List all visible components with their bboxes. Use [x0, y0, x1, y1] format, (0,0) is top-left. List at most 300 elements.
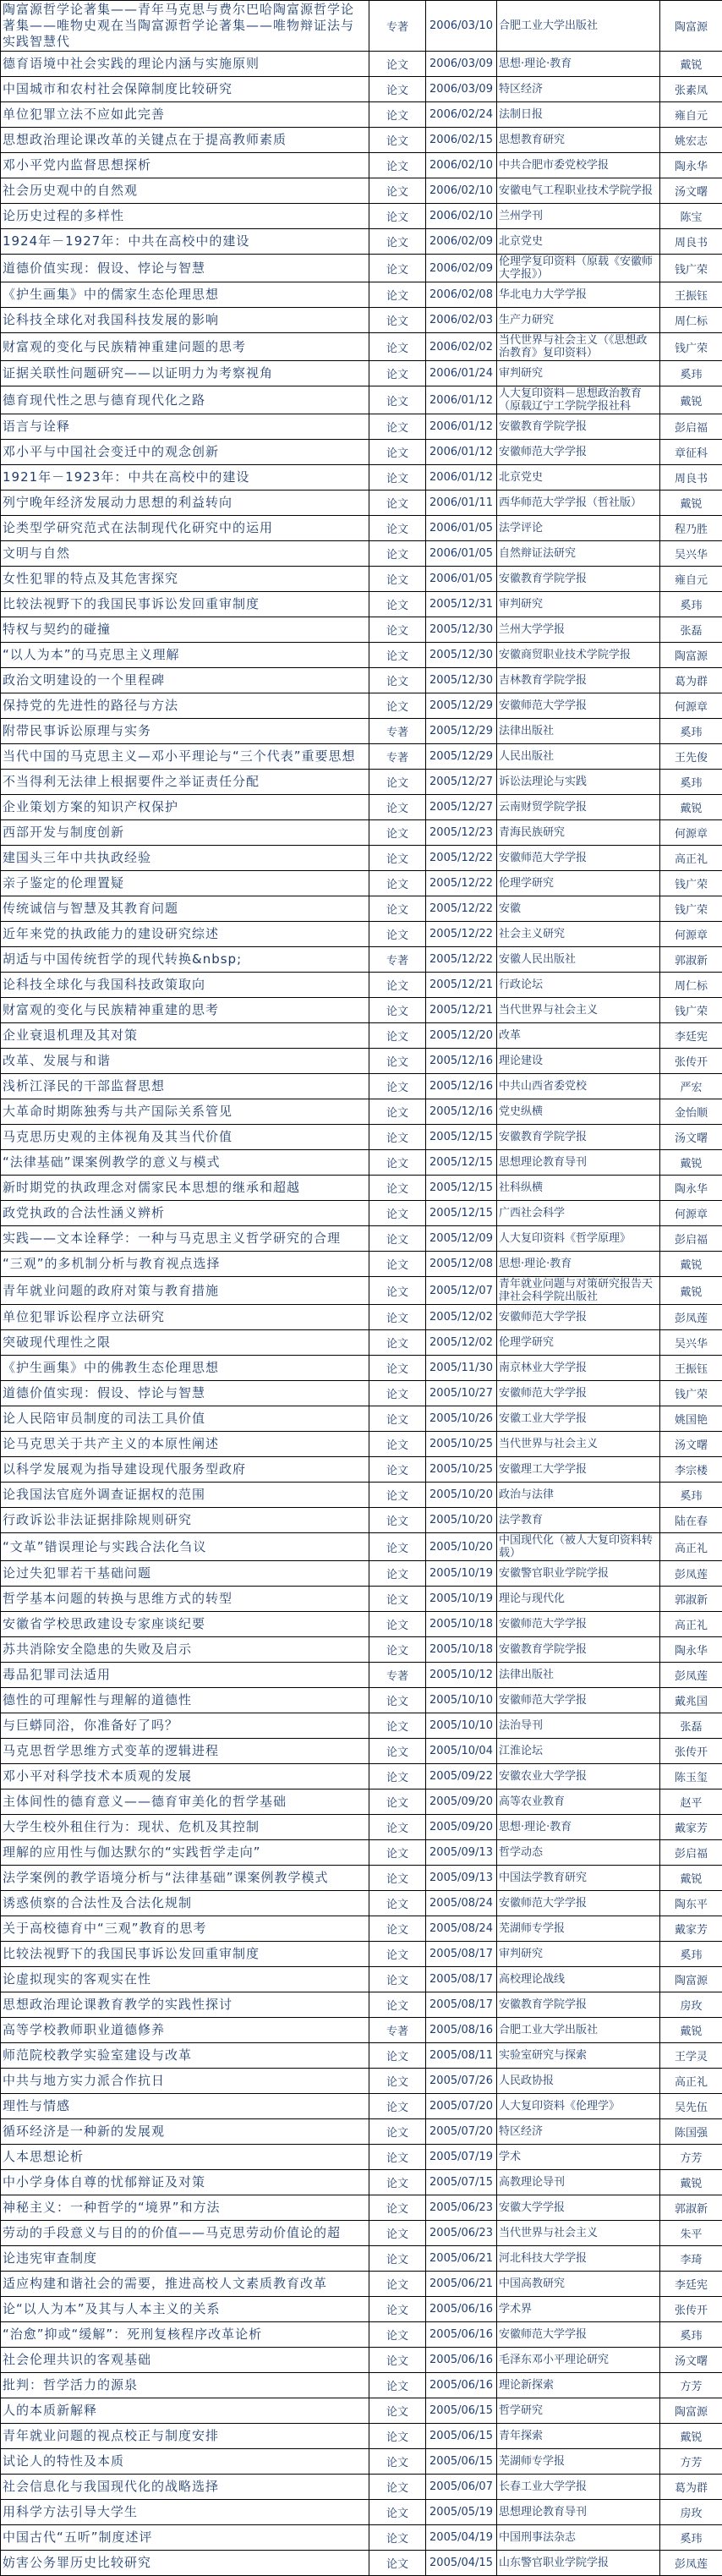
publication-date-cell: 2005/10/04 — [426, 1739, 497, 1764]
publisher-cell: 审判研究 — [497, 361, 660, 386]
author-cell: 程乃胜 — [660, 516, 722, 541]
author-cell: 葛为群 — [660, 668, 722, 693]
publication-type-cell: 论文 — [369, 1277, 426, 1305]
publication-type-cell: 论文 — [369, 1866, 426, 1891]
table-row — [1, 1815, 722, 1840]
publication-type-cell: 专著 — [369, 719, 426, 744]
publication-title-cell: 近年来党的执政能力的建设研究综述 — [1, 922, 369, 947]
publisher-cell: 思想理论教育导刊 — [497, 1150, 660, 1176]
table-row — [1, 204, 722, 229]
publication-title-cell: 德性的可理解性与理解的道德性 — [1, 1688, 369, 1713]
publisher-cell: 安徽商贸职业技术学院学报 — [497, 643, 660, 668]
publication-date-cell: 2005/06/15 — [426, 2424, 497, 2449]
author-cell: 何源章 — [660, 693, 722, 719]
publisher-cell: 安徽师范大学学报 — [497, 1612, 660, 1637]
publication-type-cell: 论文 — [369, 1891, 426, 1916]
author-cell: 钱广荣 — [660, 255, 722, 282]
publisher-cell: 北京党史 — [497, 229, 660, 255]
table-row — [1, 1508, 722, 1533]
publication-type-cell: 论文 — [369, 414, 426, 440]
table-row — [1, 1663, 722, 1688]
publication-type-cell: 论文 — [369, 1789, 426, 1815]
publication-title-cell: 大革命时期陈独秀与共产国际关系管见 — [1, 1099, 369, 1125]
table-row — [1, 2195, 722, 2221]
table-row — [1, 1561, 722, 1587]
publication-type-cell: 论文 — [369, 1508, 426, 1533]
publication-title-cell: 论人民陪审员制度的司法工具价值 — [1, 1406, 369, 1432]
publication-type-cell: 论文 — [369, 693, 426, 719]
publisher-cell: 安徽师范大学学报 — [497, 440, 660, 465]
publication-type-cell: 论文 — [369, 2475, 426, 2500]
publisher-cell: 人大复印资料《伦理学》 — [497, 2094, 660, 2119]
table-row — [1, 1739, 722, 1764]
author-cell: 钱广荣 — [660, 871, 722, 896]
publisher-cell: 长春工业大学学报 — [497, 2475, 660, 2500]
publication-title-cell: 中国古代“五听”制度述评 — [1, 2525, 369, 2551]
author-cell: 陶永华 — [660, 153, 722, 178]
author-cell: 张磊 — [660, 1713, 722, 1739]
publication-type-cell: 论文 — [369, 1764, 426, 1789]
publisher-cell: 安徽理工大学学报 — [497, 1457, 660, 1483]
publication-date-cell: 2006/01/05 — [426, 567, 497, 592]
publication-title-cell: 邓小平党内监督思想探析 — [1, 153, 369, 178]
publisher-cell: 思想教育研究 — [497, 128, 660, 153]
author-cell: 王振钰 — [660, 282, 722, 308]
publication-date-cell: 2006/02/10 — [426, 204, 497, 229]
publication-type-cell: 论文 — [369, 1815, 426, 1840]
author-cell: 周良书 — [660, 465, 722, 491]
author-cell: 李廷宪 — [660, 2272, 722, 2297]
table-row — [1, 1587, 722, 1612]
publication-type-cell: 论文 — [369, 333, 426, 361]
publication-type-cell: 论文 — [369, 2170, 426, 2195]
publication-date-cell: 2005/12/09 — [426, 1226, 497, 1252]
table-row — [1, 361, 722, 386]
publication-date-cell: 2005/07/15 — [426, 2170, 497, 2195]
author-cell: 郭淑新 — [660, 947, 722, 973]
publication-date-cell: 2006/01/12 — [426, 440, 497, 465]
publisher-cell: 法学评论 — [497, 516, 660, 541]
publication-title-cell: 思想政治理论课教育教学的实践性探讨 — [1, 1992, 369, 2018]
publication-title-cell: 保持党的先进性的路径与方法 — [1, 693, 369, 719]
publisher-cell: 学术界 — [497, 2297, 660, 2322]
publication-type-cell: 论文 — [369, 1150, 426, 1176]
publication-title-cell: 高等学校教师职业道德修养 — [1, 2018, 369, 2043]
author-cell: 周仁标 — [660, 308, 722, 333]
publisher-cell: 华北电力大学学报 — [497, 282, 660, 308]
publication-title-cell: 循环经济是一种新的发展观 — [1, 2119, 369, 2145]
publication-date-cell: 2006/02/09 — [426, 255, 497, 282]
table-row — [1, 1457, 722, 1483]
table-row — [1, 2119, 722, 2145]
table-row — [1, 414, 722, 440]
publication-title-cell: “三观”的多机制分析与教育视点选择 — [1, 1252, 369, 1277]
publisher-cell: 法制日报 — [497, 102, 660, 128]
publication-date-cell: 2005/12/15 — [426, 1125, 497, 1150]
publication-title-cell: 青年就业问题的政府对策与教育措施 — [1, 1277, 369, 1305]
publication-title-cell: 论虚拟现实的客观实在性 — [1, 1967, 369, 1992]
author-cell: 钱广荣 — [660, 998, 722, 1023]
publication-date-cell: 2005/06/23 — [426, 2195, 497, 2221]
table-row — [1, 998, 722, 1023]
publication-title-cell: 1924年－1927年：中共在高校中的建设 — [1, 229, 369, 255]
table-row — [1, 2525, 722, 2551]
publication-title-cell: 神秘主义：一种哲学的“境界”和方法 — [1, 2195, 369, 2221]
author-cell: 汤文曙 — [660, 1125, 722, 1150]
publisher-cell: 伦理学复印资料（原载《安徽师大学报》） — [497, 255, 660, 282]
publication-title-cell: “以人为本”的马克思主义理解 — [1, 643, 369, 668]
publisher-cell: 生产力研究 — [497, 308, 660, 333]
table-row — [1, 1688, 722, 1713]
table-row — [1, 896, 722, 922]
author-cell: 奚玮 — [660, 2525, 722, 2551]
author-cell: 彭凤莲 — [660, 1561, 722, 1587]
publication-title-cell: “文革”错误理论与实践合法化刍议 — [1, 1533, 369, 1561]
author-cell: 汤文曙 — [660, 1432, 722, 1457]
author-cell: 戴锐 — [660, 491, 722, 516]
publisher-cell: 安徽人民出版社 — [497, 947, 660, 973]
publication-title-cell: 改革、发展与和谐 — [1, 1049, 369, 1074]
publication-title-cell: 比较法视野下的我国民事诉讼发回重审制度 — [1, 1942, 369, 1967]
publisher-cell: 实验室研究与探索 — [497, 2043, 660, 2069]
publication-title-cell: 劳动的手段意义与目的的价值——马克思劳动价值论的超 — [1, 2221, 369, 2246]
publication-date-cell: 2005/12/07 — [426, 1277, 497, 1305]
publisher-cell: 云南财贸学院学报 — [497, 795, 660, 820]
publication-type-cell: 论文 — [369, 1457, 426, 1483]
publication-type-cell: 论文 — [369, 1406, 426, 1432]
table-row — [1, 1713, 722, 1739]
author-cell: 雍自元 — [660, 567, 722, 592]
publication-title-cell: 财富观的变化与民族精神重建问题的思考 — [1, 333, 369, 361]
publisher-cell: 人民出版社 — [497, 744, 660, 770]
publication-type-cell: 论文 — [369, 2119, 426, 2145]
publication-date-cell: 2006/01/12 — [426, 386, 497, 414]
publication-type-cell: 论文 — [369, 102, 426, 128]
publication-title-cell: 理解的应用性与伽达默尔的“实践哲学走向” — [1, 1840, 369, 1866]
table-row — [1, 1612, 722, 1637]
table-row — [1, 2170, 722, 2195]
author-cell: 赵平 — [660, 1789, 722, 1815]
publication-title-cell: 以科学发展观为指导建设现代服务型政府 — [1, 1457, 369, 1483]
publication-title-cell: 论科技全球化对我国科技发展的影响 — [1, 308, 369, 333]
publication-date-cell: 2005/04/15 — [426, 2551, 497, 2576]
publication-date-cell: 2005/12/31 — [426, 592, 497, 617]
author-cell: 雍自元 — [660, 102, 722, 128]
publication-type-cell: 论文 — [369, 2398, 426, 2424]
publisher-cell: 高校理论战线 — [497, 1967, 660, 1992]
publication-date-cell: 2005/12/15 — [426, 1201, 497, 1226]
publication-title-cell: 企业衰退机理及其对策 — [1, 1023, 369, 1049]
table-row — [1, 2069, 722, 2094]
table-row — [1, 2094, 722, 2119]
publication-date-cell: 2005/12/16 — [426, 1074, 497, 1099]
publication-date-cell: 2005/10/20 — [426, 1483, 497, 1508]
publisher-cell: 广西社会科学 — [497, 1201, 660, 1226]
table-row — [1, 1406, 722, 1432]
publication-date-cell: 2005/09/20 — [426, 1815, 497, 1840]
publication-date-cell: 2005/10/18 — [426, 1612, 497, 1637]
publication-date-cell: 2006/02/09 — [426, 229, 497, 255]
publication-date-cell: 2005/12/15 — [426, 1150, 497, 1176]
author-cell: 陶永华 — [660, 1176, 722, 1201]
publication-type-cell: 论文 — [369, 52, 426, 77]
table-row — [1, 2449, 722, 2475]
publication-type-cell: 论文 — [369, 1688, 426, 1713]
publication-title-cell: 马克思历史观的主体视角及其当代价值 — [1, 1125, 369, 1150]
publication-title-cell: “法律基础”课案例教学的意义与模式 — [1, 1150, 369, 1176]
publication-date-cell: 2005/06/16 — [426, 2322, 497, 2348]
publisher-cell: 伦理学研究 — [497, 1330, 660, 1356]
publication-title-cell: 人的本质新解释 — [1, 2398, 369, 2424]
publication-title-cell: 论科技全球化与我国科技政策取向 — [1, 973, 369, 998]
publication-type-cell: 论文 — [369, 1587, 426, 1612]
publication-type-cell: 论文 — [369, 1356, 426, 1381]
publisher-cell: 高等农业教育 — [497, 1789, 660, 1815]
publisher-cell: 江淮论坛 — [497, 1739, 660, 1764]
publication-type-cell: 论文 — [369, 617, 426, 643]
author-cell: 金怡顺 — [660, 1099, 722, 1125]
author-cell: 奚玮 — [660, 592, 722, 617]
table-row — [1, 795, 722, 820]
publication-date-cell: 2005/12/16 — [426, 1049, 497, 1074]
publisher-cell: 审判研究 — [497, 592, 660, 617]
publication-type-cell: 论文 — [369, 178, 426, 204]
author-cell: 汤文曙 — [660, 2348, 722, 2373]
publication-date-cell: 2005/12/15 — [426, 1176, 497, 1201]
author-cell: 方芳 — [660, 2449, 722, 2475]
publication-date-cell: 2005/04/19 — [426, 2525, 497, 2551]
table-row — [1, 1, 722, 52]
publication-date-cell: 2005/09/20 — [426, 1789, 497, 1815]
author-cell: 奚玮 — [660, 361, 722, 386]
publisher-cell: 安徽工业大学学报 — [497, 1406, 660, 1432]
publication-type-cell: 论文 — [369, 1381, 426, 1406]
table-row — [1, 947, 722, 973]
publication-type-cell: 论文 — [369, 1967, 426, 1992]
publication-date-cell: 2006/02/02 — [426, 333, 497, 361]
publication-type-cell: 论文 — [369, 1432, 426, 1457]
author-cell: 房玫 — [660, 1992, 722, 2018]
publisher-cell: 安徽师范大学学报 — [497, 1688, 660, 1713]
publication-date-cell: 2005/07/20 — [426, 2094, 497, 2119]
author-cell: 戴锐 — [660, 386, 722, 414]
publication-type-cell: 论文 — [369, 1023, 426, 1049]
publication-title-cell: 单位犯罪立法不应如此完善 — [1, 102, 369, 128]
publisher-cell: 理论与现代化 — [497, 1587, 660, 1612]
publisher-cell: 中共合肥市委党校学报 — [497, 153, 660, 178]
author-cell: 戴锐 — [660, 1252, 722, 1277]
publication-title-cell: 妨害公务罪历史比较研究 — [1, 2551, 369, 2576]
publication-type-cell: 论文 — [369, 2069, 426, 2094]
author-cell: 戴锐 — [660, 1150, 722, 1176]
publication-date-cell: 2005/10/20 — [426, 1508, 497, 1533]
author-cell: 高正礼 — [660, 2069, 722, 2094]
publication-type-cell: 论文 — [369, 1305, 426, 1330]
publisher-cell: 安徽师范大学学报 — [497, 1381, 660, 1406]
table-row — [1, 541, 722, 567]
publication-date-cell: 2005/12/20 — [426, 1023, 497, 1049]
table-row — [1, 491, 722, 516]
publication-title-cell: 当代中国的马克思主义—邓小平理论与“三个代表”重要思想 — [1, 744, 369, 770]
publication-title-cell: 与巨蟒同浴，你准备好了吗？ — [1, 1713, 369, 1739]
publication-date-cell: 2006/03/09 — [426, 77, 497, 102]
publisher-cell: 安徽 — [497, 896, 660, 922]
publication-title-cell: 财富观的变化与民族精神重建的思考 — [1, 998, 369, 1023]
author-cell: 何源章 — [660, 820, 722, 846]
publisher-cell: 吉林教育学院学报 — [497, 668, 660, 693]
publication-type-cell: 专著 — [369, 1663, 426, 1688]
publisher-cell: 当代世界与社会主义 — [497, 998, 660, 1023]
author-cell: 奚玮 — [660, 2322, 722, 2348]
publication-type-cell: 论文 — [369, 567, 426, 592]
author-cell: 奚玮 — [660, 719, 722, 744]
author-cell: 周良书 — [660, 229, 722, 255]
publication-type-cell: 论文 — [369, 1533, 426, 1561]
publication-date-cell: 2006/02/08 — [426, 282, 497, 308]
publication-title-cell: 单位犯罪诉讼程序立法研究 — [1, 1305, 369, 1330]
publisher-cell: 安徽教育学院学报 — [497, 1992, 660, 2018]
publisher-cell: 改革 — [497, 1023, 660, 1049]
publisher-cell: 伦理学研究 — [497, 871, 660, 896]
author-cell: 陆在春 — [660, 1508, 722, 1533]
author-cell: 姚国艳 — [660, 1406, 722, 1432]
publisher-cell: 理论新探索 — [497, 2373, 660, 2398]
publisher-cell: 安徽教育学院学报 — [497, 1637, 660, 1663]
publication-type-cell: 论文 — [369, 2145, 426, 2170]
author-cell: 姚宏志 — [660, 128, 722, 153]
table-row — [1, 1330, 722, 1356]
publisher-cell: 特区经济 — [497, 2119, 660, 2145]
publication-type-cell: 论文 — [369, 795, 426, 820]
publisher-cell: 中国现代化（被人大复印资料转载） — [497, 1533, 660, 1561]
publisher-cell: 合肥工业大学出版社 — [497, 2018, 660, 2043]
table-row — [1, 2500, 722, 2525]
author-cell: 葛为群 — [660, 2475, 722, 2500]
publication-title-cell: 陶富源哲学论著集——青年马克思与费尔巴哈陶富源哲学论著集——唯物史观在当陶富源哲学论著集——唯物辩证法与实践智慧代 — [1, 1, 369, 52]
publication-date-cell: 2005/12/30 — [426, 668, 497, 693]
publication-title-cell: 师范院校教学实验室建设与改革 — [1, 2043, 369, 2069]
publication-type-cell: 论文 — [369, 2195, 426, 2221]
publication-type-cell: 论文 — [369, 386, 426, 414]
publication-title-cell: 用科学方法引导大学生 — [1, 2500, 369, 2525]
publication-title-cell: 安徽省学校思政建设专家座谈纪要 — [1, 1612, 369, 1637]
table-row — [1, 2297, 722, 2322]
table-row — [1, 922, 722, 947]
publication-title-cell: “治愈”抑或“缓解”：死刑复核程序改革论析 — [1, 2322, 369, 2348]
publisher-cell: 青年就业问题与对策研究报告天津社会科学院出版社 — [497, 1277, 660, 1305]
publisher-cell: 思想·理论·教育 — [497, 1815, 660, 1840]
publication-title-cell: 列宁晚年经济发展动力思想的利益转向 — [1, 491, 369, 516]
publication-date-cell: 2005/10/20 — [426, 1533, 497, 1561]
publication-type-cell: 论文 — [369, 770, 426, 795]
publication-title-cell: 传统诚信与智慧及其教育问题 — [1, 896, 369, 922]
publisher-cell: 中国刑事法杂志 — [497, 2525, 660, 2551]
publication-type-cell: 论文 — [369, 1942, 426, 1967]
publication-title-cell: 马克思哲学思维方式变革的逻辑进程 — [1, 1739, 369, 1764]
table-row — [1, 153, 722, 178]
author-cell: 张素凤 — [660, 77, 722, 102]
author-cell: 戴锐 — [660, 52, 722, 77]
publisher-cell: 山东警官职业学院学报 — [497, 2551, 660, 2576]
publisher-cell: 法律出版社 — [497, 1663, 660, 1688]
publication-type-cell: 论文 — [369, 2043, 426, 2069]
table-row — [1, 1866, 722, 1891]
table-row — [1, 1891, 722, 1916]
table-row — [1, 2145, 722, 2170]
author-cell: 陶永华 — [660, 1637, 722, 1663]
publisher-cell: 安徽师范大学学报 — [497, 1891, 660, 1916]
author-cell: 彭凤莲 — [660, 1663, 722, 1688]
publisher-cell: 中国法学教育研究 — [497, 1866, 660, 1891]
publication-date-cell: 2005/12/27 — [426, 795, 497, 820]
author-cell: 陶富源 — [660, 1967, 722, 1992]
table-row — [1, 1533, 722, 1561]
publication-type-cell: 论文 — [369, 204, 426, 229]
publisher-cell: 安徽师范大学学报 — [497, 2322, 660, 2348]
table-row — [1, 1226, 722, 1252]
publication-title-cell: 青年就业问题的视点校正与制度安排 — [1, 2424, 369, 2449]
publication-type-cell: 论文 — [369, 229, 426, 255]
publisher-cell: 社会主义研究 — [497, 922, 660, 947]
table-row — [1, 1099, 722, 1125]
publication-type-cell: 论文 — [369, 1840, 426, 1866]
publication-date-cell: 2006/03/09 — [426, 52, 497, 77]
table-row — [1, 308, 722, 333]
publication-type-cell: 论文 — [369, 2246, 426, 2272]
publication-type-cell: 论文 — [369, 973, 426, 998]
publication-type-cell: 论文 — [369, 1483, 426, 1508]
table-row — [1, 617, 722, 643]
publication-date-cell: 2005/12/08 — [426, 1252, 497, 1277]
author-cell: 奚玮 — [660, 1942, 722, 1967]
publication-date-cell: 2005/12/29 — [426, 719, 497, 744]
publication-title-cell: 中小学身体自尊的忧郁辩证及对策 — [1, 2170, 369, 2195]
publication-type-cell: 论文 — [369, 922, 426, 947]
publication-title-cell: 论历史过程的多样性 — [1, 204, 369, 229]
publication-date-cell: 2005/12/21 — [426, 998, 497, 1023]
publisher-cell: 安徽电气工程职业技术学院学报 — [497, 178, 660, 204]
author-cell: 陈玉玺 — [660, 1764, 722, 1789]
publication-title-cell: 关于高校德育中“三观”教育的思考 — [1, 1916, 369, 1942]
publication-title-cell: 德育现代性之思与德育现代化之路 — [1, 386, 369, 414]
publisher-cell: 安徽农业大学学报 — [497, 1764, 660, 1789]
publication-title-cell: 文明与自然 — [1, 541, 369, 567]
author-cell: 王振钰 — [660, 1356, 722, 1381]
author-cell: 戴兆国 — [660, 1688, 722, 1713]
publisher-cell: 人大复印资料《哲学原理》 — [497, 1226, 660, 1252]
publisher-cell: 中国高教研究 — [497, 2272, 660, 2297]
publication-date-cell: 2005/11/30 — [426, 1356, 497, 1381]
publisher-cell: 高教理论导刊 — [497, 2170, 660, 2195]
publication-date-cell: 2005/09/13 — [426, 1840, 497, 1866]
publication-type-cell: 论文 — [369, 643, 426, 668]
table-row — [1, 1150, 722, 1176]
author-cell: 戴家芳 — [660, 1916, 722, 1942]
table-row — [1, 2475, 722, 2500]
author-cell: 陶东平 — [660, 1891, 722, 1916]
publication-date-cell: 2005/10/18 — [426, 1637, 497, 1663]
table-row — [1, 1764, 722, 1789]
author-cell: 陶富源 — [660, 1, 722, 52]
author-cell: 张磊 — [660, 617, 722, 643]
publication-date-cell: 2005/10/12 — [426, 1663, 497, 1688]
author-cell: 陈宝 — [660, 204, 722, 229]
publisher-cell: 法学教育 — [497, 1508, 660, 1533]
author-cell: 吴先伍 — [660, 2094, 722, 2119]
publication-date-cell: 2005/07/19 — [426, 2145, 497, 2170]
publication-title-cell: 中共与地方实力派合作抗日 — [1, 2069, 369, 2094]
publication-date-cell: 2005/09/22 — [426, 1764, 497, 1789]
